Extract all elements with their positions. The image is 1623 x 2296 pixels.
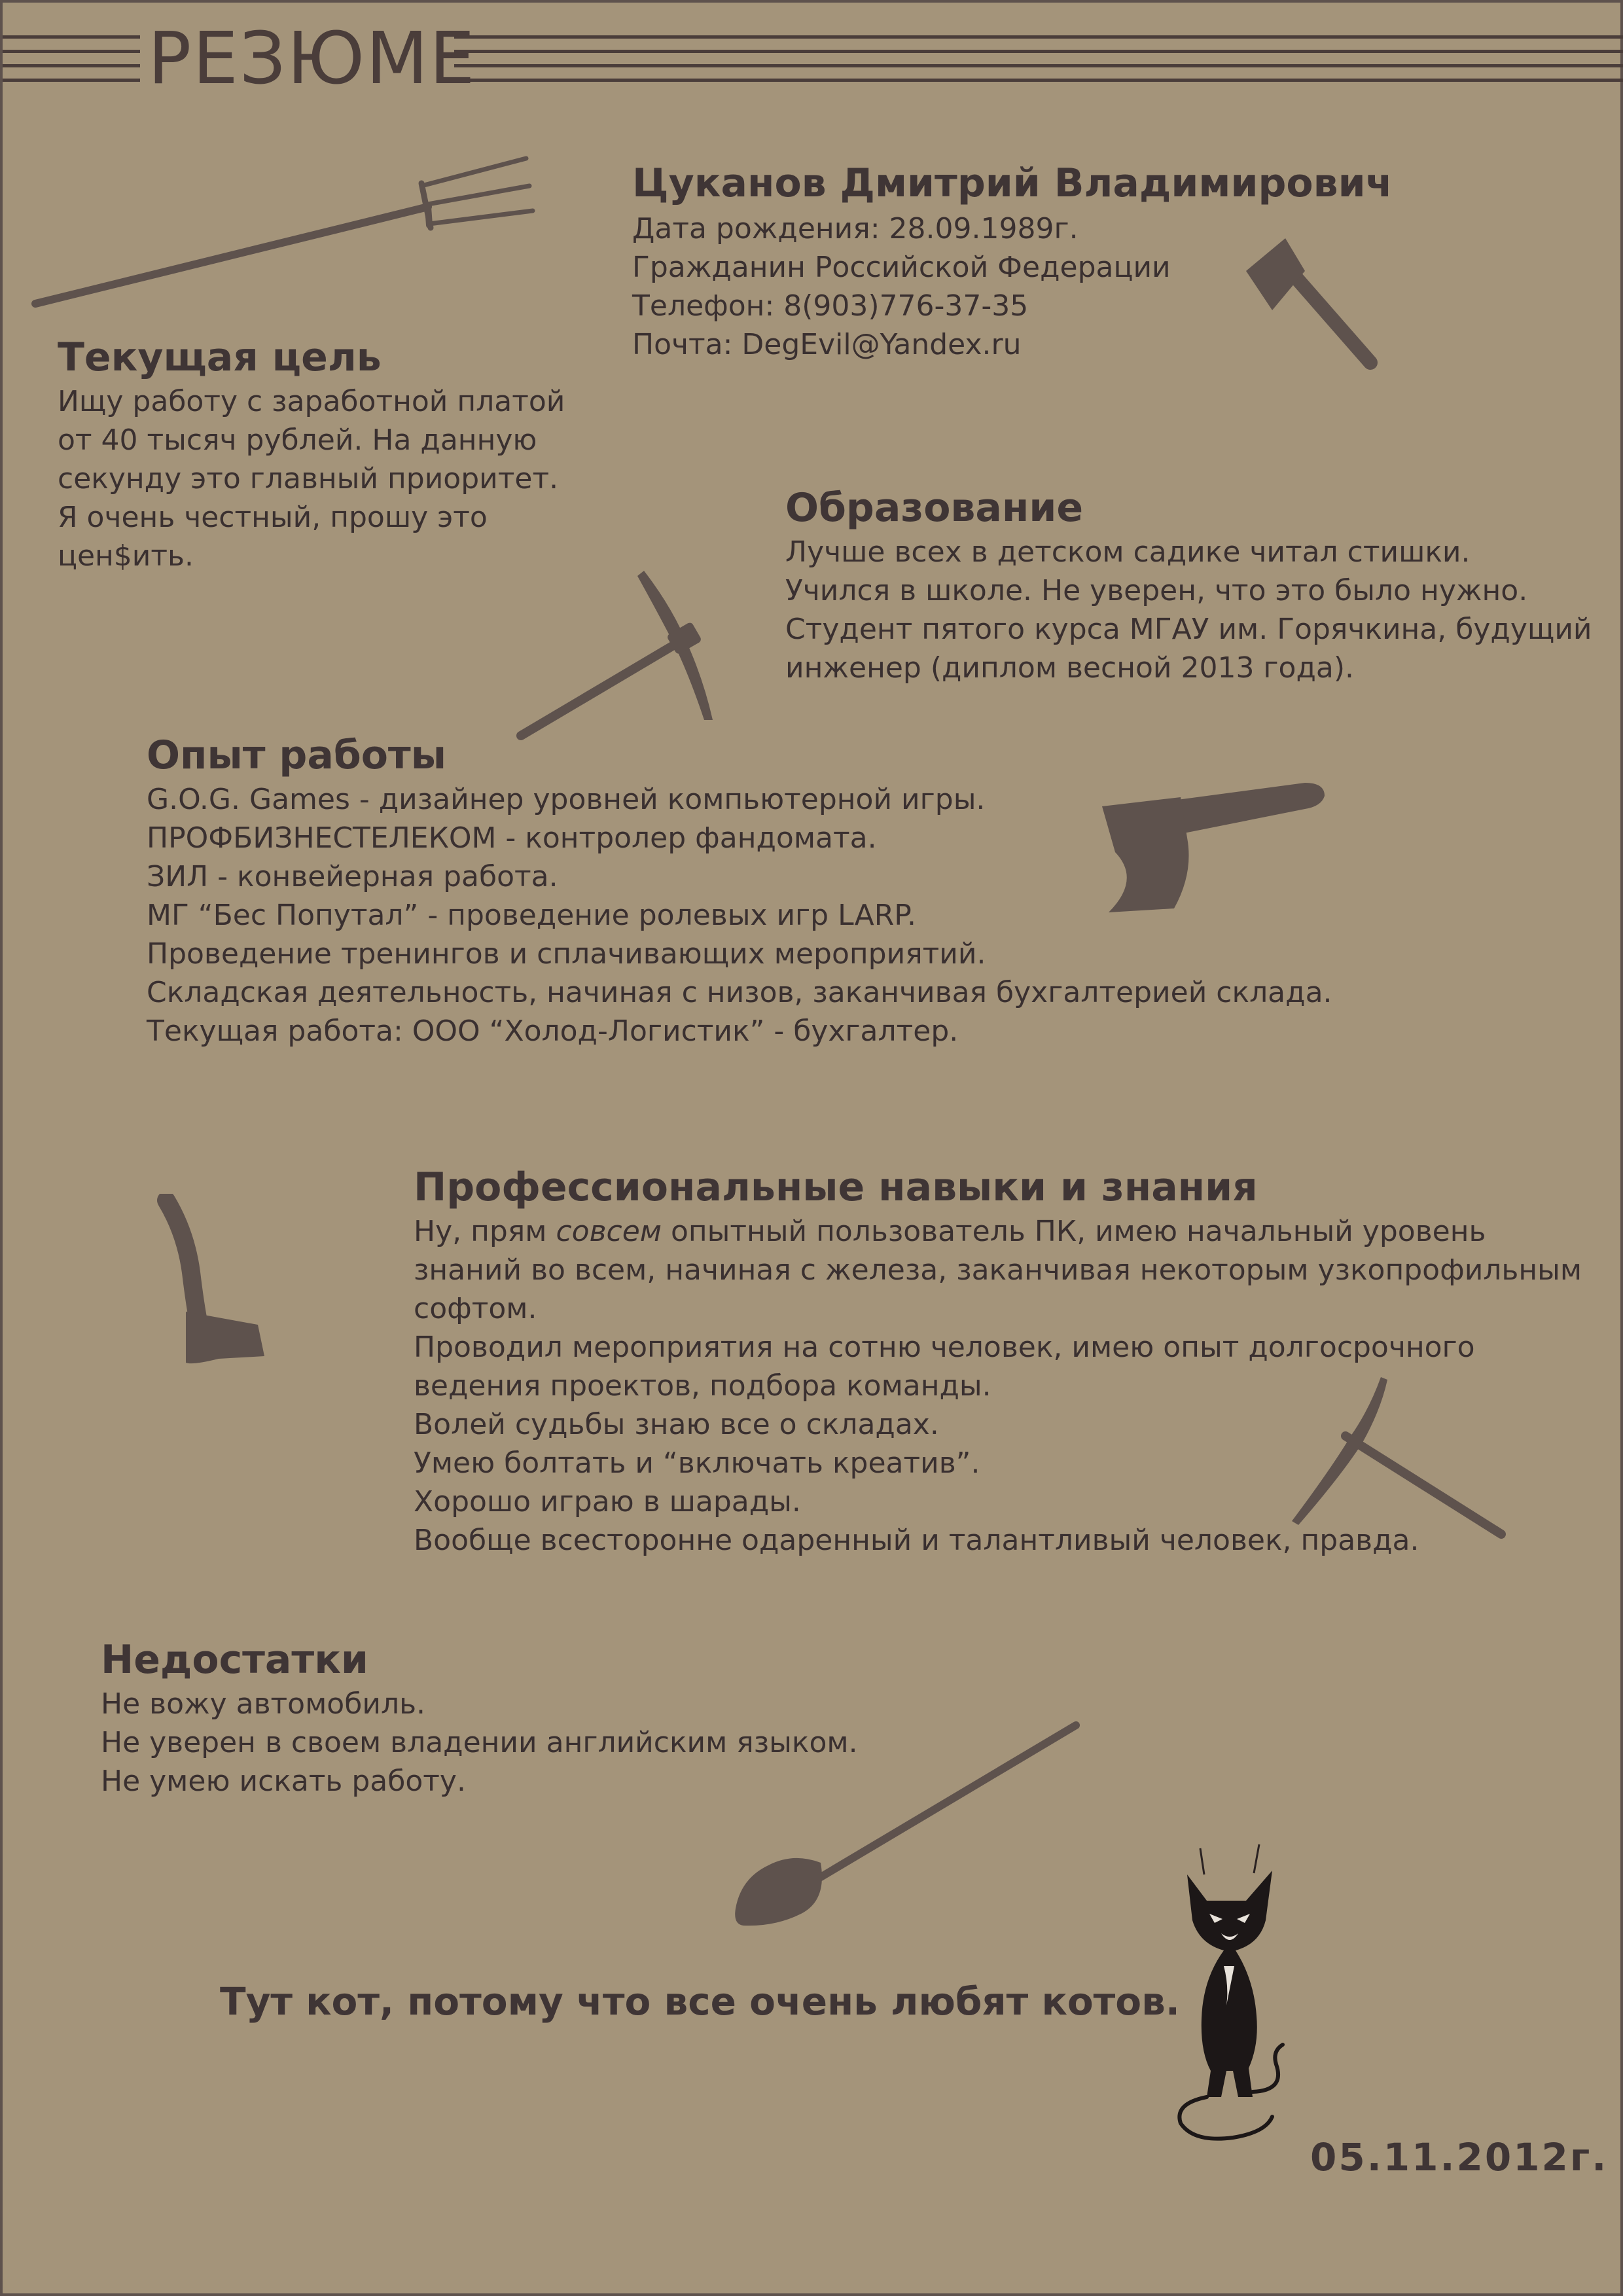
education-line: Студент пятого курса МГАУ им. Горячкина, будущий	[785, 613, 1592, 646]
phone: Телефон: 8(903)776-37-35	[632, 289, 1029, 323]
skills-line: Хорошо играю в шарады.	[414, 1485, 801, 1518]
skills-line: знаний во всем, начиная с железа, заканчивая некоторым узкопрофильным	[414, 1253, 1582, 1287]
goal-line: секунду это главный приоритет.	[58, 462, 559, 495]
skills-line	[414, 1212, 1582, 1251]
skills-line: Волей судьбы знаю все о складах.	[414, 1408, 939, 1441]
goal-line: Ищу работу с заработной платой	[58, 385, 565, 418]
skills-line: ведения проектов, подбора команды.	[414, 1369, 991, 1403]
education-heading: Образование	[785, 485, 1084, 531]
full-name: Цуканов Дмитрий Владимирович	[632, 160, 1393, 206]
drawbacks-line: Не уверен в своем владении английским языком.	[101, 1726, 858, 1759]
axe-icon	[147, 1194, 277, 1377]
goal-heading: Текущая цель	[58, 334, 382, 380]
pickaxe-icon	[513, 565, 729, 749]
shovel-icon	[729, 1717, 1082, 1933]
drawbacks-line: Не вожу автомобиль.	[101, 1687, 425, 1721]
skills-heading: Профессиональные навыки и знания	[414, 1164, 1258, 1210]
skills-line: Вообще всесторонне одаренный и талантливый человек, правда.	[414, 1524, 1419, 1557]
goal-section	[58, 332, 565, 575]
experience-line: Проведение тренингов и сплачивающих мероприятий.	[147, 937, 986, 971]
drawbacks-line: Не умею искать работу.	[101, 1765, 466, 1798]
experience-line: ПРОФБИЗНЕСТЕЛЕКОМ - контролер фандомата.	[147, 821, 877, 855]
birth-date: Дата рождения: 28.09.1989г.	[632, 212, 1079, 245]
axe-icon	[1233, 232, 1390, 376]
skills-line: Проводил мероприятия на сотню человек, имею опыт долгосрочного	[414, 1331, 1475, 1364]
education-line: Лучше всех в детском садике читал стишки.	[785, 535, 1471, 569]
drawbacks-heading: Недостатки	[101, 1637, 368, 1683]
experience-line: МГ “Бес Попутал” - проведение ролевых игр LARP.	[147, 899, 916, 932]
experience-line: G.O.G. Games - дизайнер уровней компьютерной игры.	[147, 783, 986, 816]
pitchfork-icon	[29, 147, 539, 317]
experience-line: Текущая работа: ООО “Холод-Логистик” - бухгалтер.	[147, 1014, 959, 1048]
education-section	[785, 483, 1592, 687]
experience-line: Складская деятельность, начиная с низов, заканчивая бухгалтерией склада.	[147, 976, 1332, 1009]
skills-line-start: Ну, прям	[414, 1215, 556, 1248]
education-line: инженер (диплом весной 2013 года).	[785, 651, 1354, 685]
experience-heading: Опыт работы	[147, 732, 446, 778]
axe-icon	[1096, 775, 1331, 919]
skills-line-end: опытный пользователь ПК, имею начальный уровень	[661, 1215, 1486, 1248]
pickaxe-icon	[1285, 1371, 1521, 1541]
education-line: Учился в школе. Не уверен, что это было нужно.	[785, 574, 1528, 607]
skills-emphasis: совсем	[556, 1215, 662, 1248]
citizenship: Гражданин Российской Федерации	[632, 251, 1171, 284]
skills-line: Умею болтать и “включать креатив”.	[414, 1446, 980, 1480]
experience-line: ЗИЛ - конвейерная работа.	[147, 860, 558, 893]
cat-illustration	[1161, 1835, 1305, 2149]
email: Почта: DegEvil@Yandex.ru	[632, 328, 1022, 361]
goal-line: Я очень честный, прошу это	[58, 501, 488, 534]
goal-line: цен$ить.	[58, 539, 194, 573]
goal-line: от 40 тысяч рублей. На данную	[58, 423, 537, 457]
cat-caption: Тут кот, потому что все очень любят котов.	[220, 1979, 1180, 2024]
document-title: РЕЗЮМЕ	[148, 16, 476, 100]
resume-date: 05.11.2012г.	[1310, 2135, 1609, 2179]
skills-line: софтом.	[414, 1292, 537, 1325]
